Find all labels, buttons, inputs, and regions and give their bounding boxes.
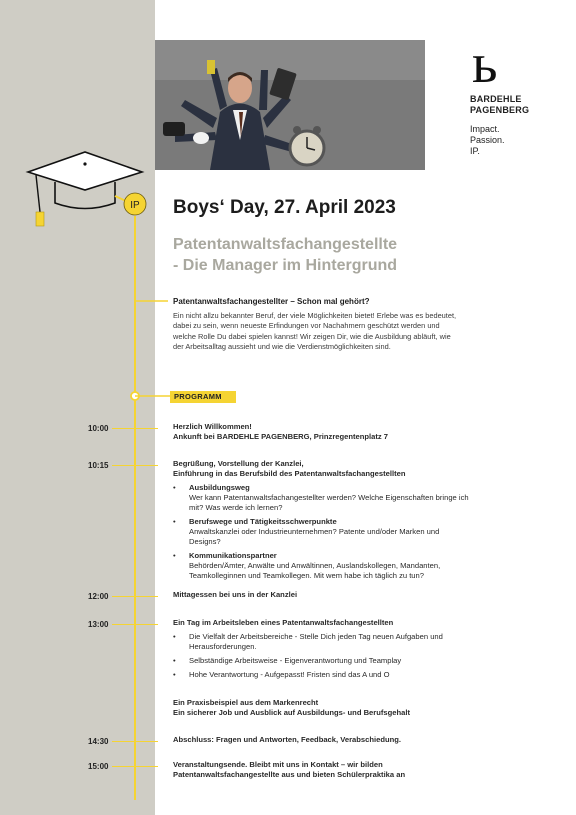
logo-name: BARDEHLE PAGENBERG bbox=[470, 94, 530, 115]
time-1430: 14:30 bbox=[88, 737, 109, 746]
list-item: • Selbständige Arbeitsweise - Eigenverantwortung und Teamplay bbox=[173, 656, 402, 665]
bullet-icon: • bbox=[173, 656, 176, 665]
graduation-cap-icon bbox=[28, 152, 142, 226]
page-subtitle: Patentanwaltsfachangestellte - Die Manager im Hintergrund bbox=[173, 236, 398, 274]
program-label: PROGRAMM bbox=[170, 391, 236, 403]
page-title: Boys‘ Day, 27. April 2023 bbox=[173, 197, 396, 218]
bullet-icon: • bbox=[173, 517, 176, 526]
bullet-icon: • bbox=[173, 551, 176, 560]
time-1500: 15:00 bbox=[88, 762, 109, 771]
logo-mark-icon: ь bbox=[472, 33, 498, 95]
bullet-icon: • bbox=[173, 670, 176, 679]
time-1200: 12:00 bbox=[88, 592, 109, 601]
logo-tagline: Impact. Passion. IP. bbox=[470, 124, 505, 156]
list-item: • Kommunikationspartner Behörden/Ämter, Anwälte und Anwältinnen, Auslandskollegen, Mandanten, Teamkolleginnen und Teamkollegen. Mit wem habe ich täglich zu tun? bbox=[173, 551, 441, 580]
schedule-item-lunch: Mittagessen bei uns in der Kanzlei bbox=[173, 590, 298, 599]
time-1300: 13:00 bbox=[88, 620, 109, 629]
schedule-item-welcome: Herzlich Willkommen! Ankunft bei BARDEHLE PAGENBERG, Prinzregentenplatz 7 bbox=[173, 422, 389, 441]
schedule-item-workday: Ein Tag im Arbeitsleben eines Patentanwaltsfachangestellten • Die Vielfalt der Arbeitsbereiche - Stelle Dich jeden Tag neuen Aufgaben und Herausforderungen. • Selbständige Arbeitsweise - Eigenverantwortung und Teamplay • Hohe Verantwortung - Aufgepasst! Fristen sind das A und O bbox=[173, 618, 473, 680]
schedule-item-intro: Begrüßung, Vorstellung der Kanzlei, Einführung in das Berufsbild des Patentanwaltsfachangestellten • Ausbildungsweg Wer kann Patentanwaltsfachangestellter werden? Welche Eigenschaften bringe ich mit? Was werde ich lernen? • Berufswege und Tätigkeitsschwerpunkte Anwaltskanzlei oder Industrieunternehmen? Patente und/oder Marken und Designs? • Kommunikationspartner Behörden/Ämter, Anwälte und Anwältinnen, Auslandskollegen, Mandanten, Teamkolleginnen und Teamkollegen. Mit wem habe ich täglich zu tun? bbox=[173, 459, 473, 581]
schedule-item-end: Veranstaltungsende. Bleibt mit uns in Kontakt – wir bilden Patentanwaltsfachangestellte aus und bieten Schülerpraktika an bbox=[173, 760, 406, 779]
schedule-item-practice: Ein Praxisbeispiel aus dem Markenrecht Ein sicherer Job und Ausblick auf Ausbildungs- und Berufsgehalt bbox=[173, 698, 410, 717]
list-item: • Hohe Verantwortung - Aufgepasst! Fristen sind das A und O bbox=[173, 670, 390, 679]
schedule-item-closing: Abschluss: Fragen und Antworten, Feedback, Verabschiedung. bbox=[173, 735, 401, 744]
list-item: • Berufswege und Tätigkeitsschwerpunkte Anwaltskanzlei oder Industrieunternehmen? Patente und/oder Marken und Designs? bbox=[173, 517, 440, 546]
time-1015: 10:15 bbox=[88, 461, 109, 470]
ip-badge-text: IP bbox=[130, 200, 140, 211]
time-1000: 10:00 bbox=[88, 424, 109, 433]
list-item: • Die Vielfalt der Arbeitsbereiche - Stelle Dich jeden Tag neuen Aufgaben und Herausforderungen. bbox=[173, 632, 443, 651]
list-item: • Ausbildungsweg Wer kann Patentanwaltsfachangestellter werden? Welche Eigenschaften bringe ich mit? Was werde ich lernen? bbox=[173, 483, 469, 512]
intro-heading: Patentanwaltsfachangestellter – Schon mal gehört? bbox=[173, 297, 370, 306]
intro-text: Ein nicht allzu bekannter Beruf, der viele Möglichkeiten bietet! Erlebe was es bedeutet, dabei zu sein, wenn neueste Erfindungen vor Nachahmern geschützt werden und welche Rolle Du dabei spielen kannst! Wir zeigen Dir, wie die Ausbildung abläuft, wie der Arbeitsalltag aussieht und wie die Verdienstmöglichkeiten sind. bbox=[173, 311, 457, 352]
bullet-icon: • bbox=[173, 632, 176, 641]
bullet-icon: • bbox=[173, 483, 176, 492]
